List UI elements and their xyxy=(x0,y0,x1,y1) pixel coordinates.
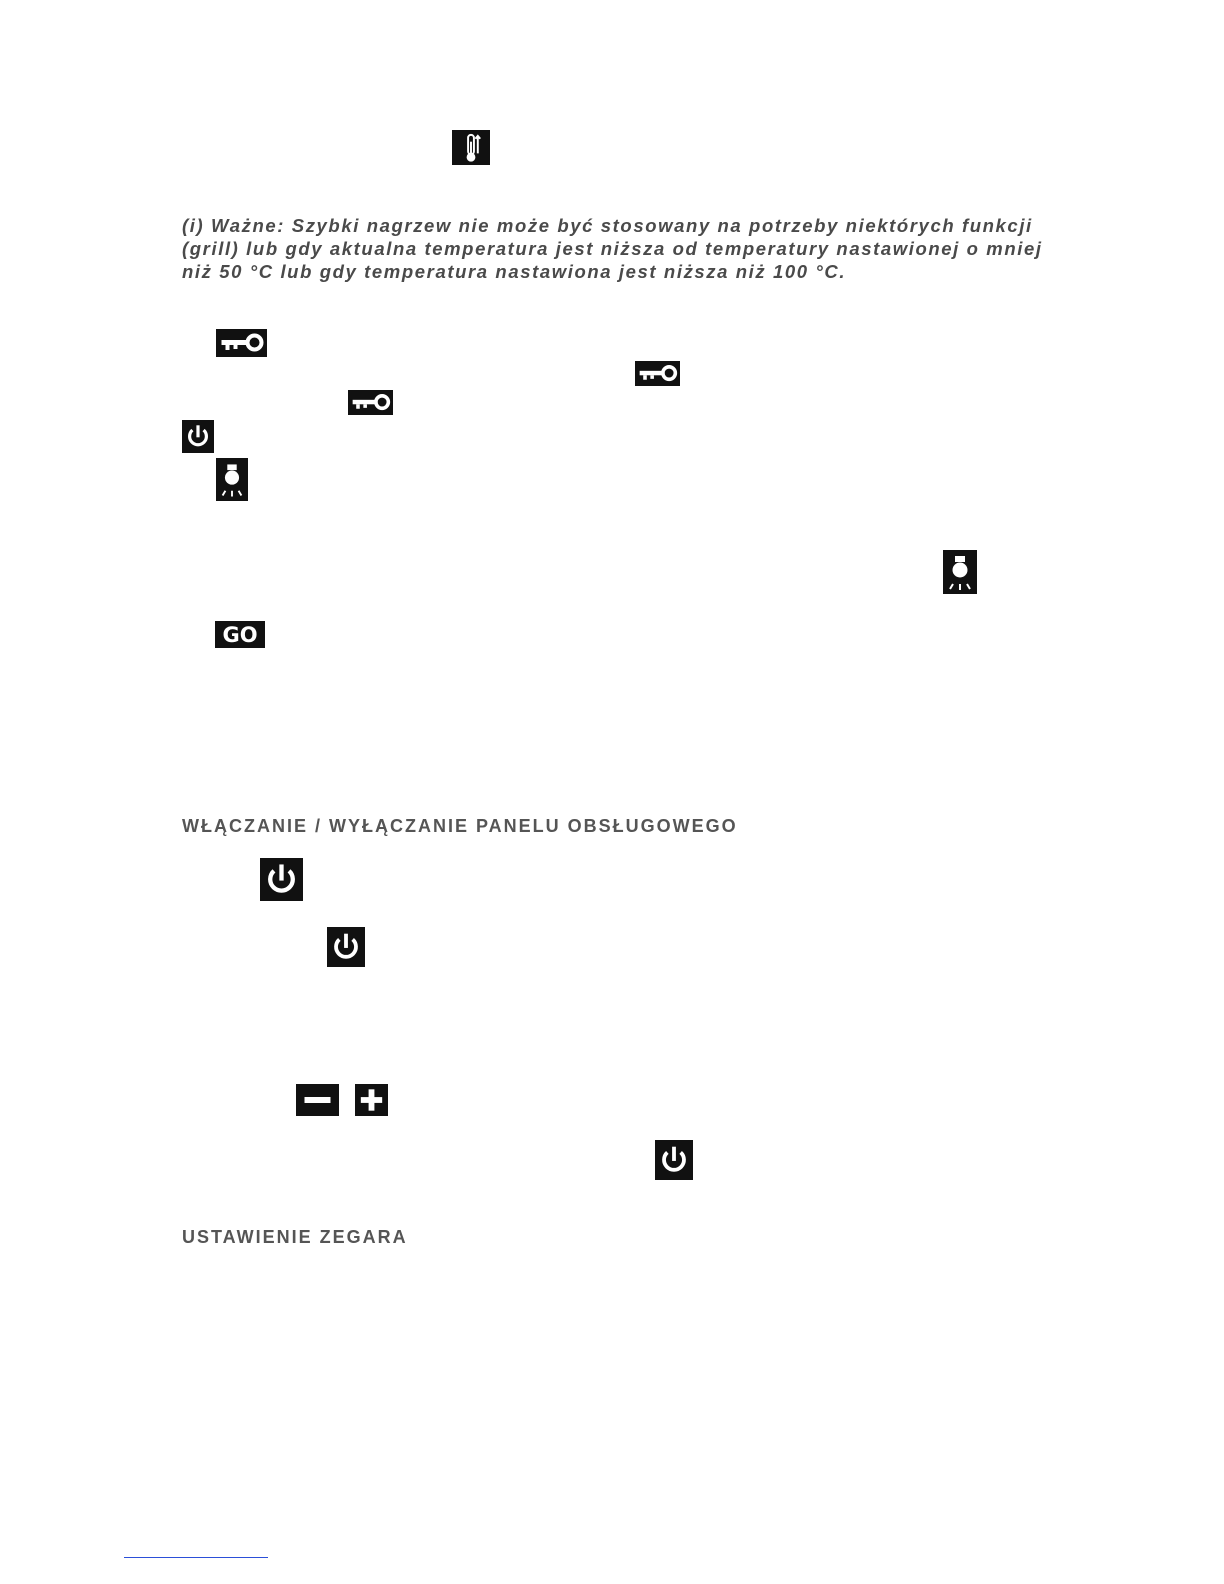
power-icon xyxy=(327,927,365,967)
lamp-icon xyxy=(216,458,248,501)
important-note xyxy=(182,214,1052,283)
note-line-2: (grill) lub gdy aktualna temperatura jest niższa od temperatury nastawionej o mniej xyxy=(182,238,1043,259)
key-lock-icon xyxy=(216,329,267,357)
minus-icon xyxy=(296,1084,339,1116)
power-icon xyxy=(260,858,303,901)
note-line-1: (i) Ważne: Szybki nagrzew nie może być stosowany na potrzeby niektórych funkcji xyxy=(182,215,1033,236)
footnote-separator xyxy=(124,1557,268,1558)
key-lock-icon xyxy=(348,390,393,415)
section-heading-clock-setting: USTAWIENIE ZEGARA xyxy=(182,1227,408,1247)
key-lock-icon xyxy=(635,361,680,386)
power-icon xyxy=(655,1140,693,1180)
go-icon xyxy=(215,621,265,648)
go-label: GO xyxy=(222,623,258,647)
note-line-3: niż 50 °C lub gdy temperatura nastawiona jest niższa niż 100 °C. xyxy=(182,261,847,282)
plus-icon xyxy=(355,1084,388,1116)
section-heading-panel-onoff: WŁĄCZANIE / WYŁĄCZANIE PANELU OBSŁUGOWEGO xyxy=(182,816,738,836)
thermometer-icon xyxy=(452,130,490,165)
power-icon xyxy=(182,420,214,453)
lamp-icon xyxy=(943,550,977,594)
